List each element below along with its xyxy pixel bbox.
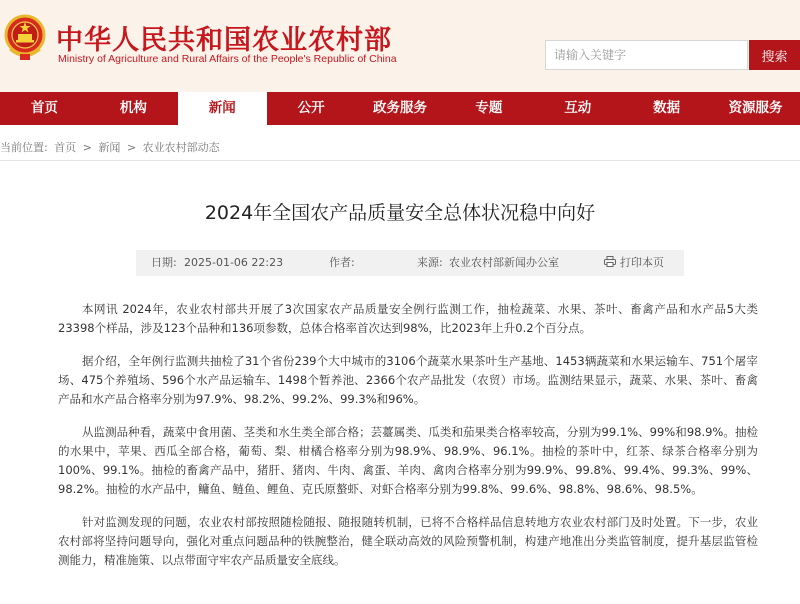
author-label: 作者:	[329, 256, 355, 269]
nav-item-news[interactable]: 新闻	[178, 92, 267, 125]
breadcrumb-item-home[interactable]: 首页	[54, 141, 77, 154]
nav-item-government-services[interactable]: 政务服务	[373, 100, 427, 116]
article-body	[58, 300, 758, 584]
site-header	[0, 0, 800, 92]
source-label: 来源:	[417, 256, 443, 269]
article-paragraph: 本网讯 2024年，农业农村部共开展了3次国家农产品质量安全例行监测工作，抽检蔬菜、水果、茶叶、畜禽产品和水产品5大类23398个样品，涉及123个品种和136项参数，总体合格率首次达到98%，比2023年上升0.2个百分点。	[58, 302, 758, 335]
nav-item-resource-services[interactable]: 资源服务	[728, 100, 783, 116]
nav-item-topics[interactable]: 专题	[475, 100, 503, 116]
source-value: 农业农村部新闻办公室	[449, 256, 559, 269]
print-button[interactable]	[604, 250, 664, 276]
breadcrumb-separator: >	[82, 141, 92, 154]
nav-item-interaction[interactable]: 互动	[564, 100, 592, 116]
date-value: 2025-01-06 22:23	[184, 256, 284, 269]
article-paragraph: 据介绍，全年例行监测共抽检了31个省份239个大中城市的3106个蔬菜水果茶叶生产基地、1453辆蔬菜和水果运输车、751个屠宰场、475个养殖场、596个水产品运输车、1498个暂养池、2366个农产品批发（农贸）市场。监测结果显示，蔬菜、水果、茶叶、畜禽产品和水产品合格率分别为97.9%、98.2%、99.2%、99.3%和96%。	[58, 354, 758, 406]
article-title: 2024年全国农产品质量安全总体状况稳中向好	[204, 202, 596, 224]
divider	[0, 160, 800, 161]
main-nav	[0, 92, 800, 125]
breadcrumb-item-ministry-news[interactable]: 农业农村部动态	[142, 141, 220, 154]
nav-item-data[interactable]: 数据	[653, 100, 681, 116]
breadcrumb-separator: >	[126, 141, 137, 154]
print-label: 打印本页	[620, 256, 664, 269]
search-button[interactable]: 搜索	[749, 40, 800, 70]
search-input[interactable]	[545, 40, 748, 70]
breadcrumb-prefix: 当前位置:	[0, 141, 48, 154]
nav-item-disclosure[interactable]: 公开	[297, 100, 325, 116]
site-title[interactable]: 中华人民共和国农业农村部	[56, 25, 392, 56]
breadcrumb	[0, 139, 223, 155]
article-paragraph: 从监测品种看，蔬菜中食用菌、茎类和水生类全部合格；芸薹属类、瓜类和茄果类合格率较高，分别为99.1%、99%和98.9%。抽检的水果中，苹果、西瓜全部合格，葡萄、梨、柑橘合格率分别为98.9%、98.9%、96.1%。抽检的茶叶中，红茶、绿茶合格率分别为100%、99.1%。抽检的畜禽产品中，猪肝、猪肉、牛肉、禽蛋、羊肉、禽肉合格率分别为99.9%、99.8%、99.4%、99.3%、99%、98.2%。抽检的水产品中，鳙鱼、鲢鱼、鲤鱼、克氏原螯虾、对虾合格率分别为99.8%、99.6%、98.8%、98.6%、98.5%。	[58, 425, 758, 496]
printer-icon	[604, 256, 616, 267]
breadcrumb-item-news[interactable]: 新闻	[98, 141, 121, 154]
date-label: 日期:	[151, 256, 177, 269]
nav-item-home[interactable]: 首页	[30, 100, 58, 116]
nav-item-institutions[interactable]: 机构	[119, 100, 147, 116]
article-meta-bar	[136, 250, 684, 276]
site-title-english: Ministry of Agriculture and Rural Affairs of the People's Republic of China	[58, 53, 397, 65]
article-paragraph: 针对监测发现的问题，农业农村部按照随检随报、随报随转机制，已将不合格样品信息转地方农业农村部门及时处置。下一步，农业农村部将坚持问题导向，强化对重点问题品种的铁腕整治，健全联动高效的风险预警机制，构建产地准出分类监管制度，提升基层监管检测能力，精准施策、以点带面守牢农产品质量安全底线。	[58, 515, 758, 567]
national-emblem-icon[interactable]	[4, 14, 46, 62]
